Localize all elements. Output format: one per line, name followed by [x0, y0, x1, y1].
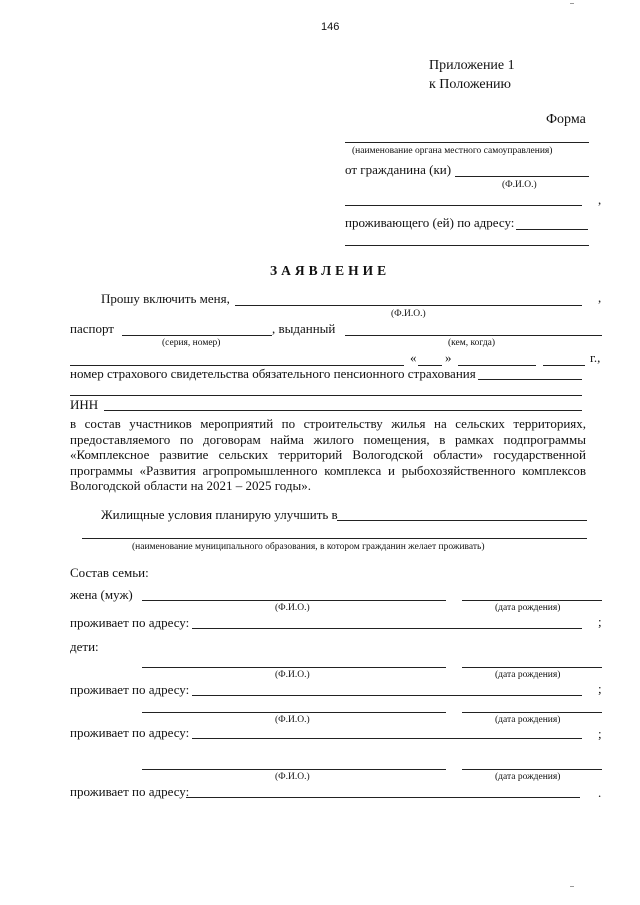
- child2-birth-field[interactable]: [462, 712, 602, 713]
- child3-address-label: проживает по адресу:: [70, 784, 190, 799]
- program-paragraph: в состав участников мероприятий по строительству жилья на сельских территориях, предоставляемого по договорам найма жилого помещения, в рамках подпрограммы «Комплексное развитие сельских территорий Вологодской области» государственной программы «Развития агропромышленного комплекса и рыбохозяйственного комплексов Вологодской области на 2021 – 2025 годы».: [70, 416, 586, 493]
- comma: ,: [598, 192, 602, 207]
- include-me-label: Прошу включить меня,: [101, 291, 230, 306]
- period: .: [598, 785, 602, 800]
- child2-fio-hint: (Ф.И.О.): [275, 715, 310, 725]
- insurance-number-field[interactable]: [478, 379, 582, 380]
- spouse-birth-field[interactable]: [462, 600, 602, 601]
- spouse-label: жена (муж): [70, 587, 133, 602]
- insurance-label: номер страхового свидетельства обязательного пенсионного страхования: [70, 366, 476, 381]
- organ-name-hint: (наименование органа местного самоуправления): [352, 146, 553, 156]
- semicolon: ;: [598, 614, 602, 629]
- municipality-field[interactable]: [337, 520, 587, 521]
- citizen-address-field-2[interactable]: [345, 245, 589, 246]
- child1-address-field[interactable]: [192, 695, 582, 696]
- child3-fio-hint: (Ф.И.О.): [275, 772, 310, 782]
- passport-series-hint: (серия, номер): [162, 338, 221, 348]
- child2-address-label: проживает по адресу:: [70, 725, 190, 740]
- form-label: Форма: [546, 112, 586, 127]
- insurance-number-field-2[interactable]: [70, 395, 582, 396]
- scan-mark: [570, 886, 574, 887]
- applicant-name-field[interactable]: [235, 305, 582, 306]
- municipality-field-2[interactable]: [82, 538, 587, 539]
- citizen-name-field-2[interactable]: [345, 205, 582, 206]
- residing-label: проживающего (ей) по адресу:: [345, 215, 515, 230]
- organ-name-field[interactable]: [345, 142, 589, 143]
- child3-address-field[interactable]: [186, 797, 580, 798]
- document-title: ЗАЯВЛЕНИЕ: [270, 263, 391, 278]
- inn-label: ИНН: [70, 397, 99, 412]
- child1-birth-hint: (дата рождения): [495, 670, 561, 680]
- year-suffix: г.,: [590, 350, 601, 365]
- spouse-address-field[interactable]: [192, 628, 582, 629]
- semicolon: ;: [598, 681, 602, 696]
- child2-birth-hint: (дата рождения): [495, 715, 561, 725]
- child3-birth-hint: (дата рождения): [495, 772, 561, 782]
- spouse-address-label: проживает по адресу:: [70, 615, 190, 630]
- child1-name-field[interactable]: [142, 667, 446, 668]
- municipality-hint: (наименование муниципального образования, в котором гражданин желает проживать): [132, 542, 485, 552]
- citizen-fio-hint: (Ф.И.О.): [502, 180, 537, 190]
- page-number: 146: [321, 21, 340, 33]
- quote-close: »: [445, 350, 452, 365]
- child3-birth-field[interactable]: [462, 769, 602, 770]
- child1-birth-field[interactable]: [462, 667, 602, 668]
- issue-year-field[interactable]: [543, 365, 585, 366]
- regulation-label: к Положению: [429, 77, 512, 92]
- from-citizen-label: от гражданина (ки): [345, 162, 452, 177]
- inn-field[interactable]: [104, 410, 582, 411]
- scan-mark: [570, 3, 574, 4]
- passport-series-field[interactable]: [122, 335, 272, 336]
- family-title: Состав семьи:: [70, 565, 149, 580]
- issued-label: , выданный: [272, 321, 336, 336]
- child2-address-field[interactable]: [192, 738, 582, 739]
- citizen-name-field[interactable]: [455, 176, 589, 177]
- appendix-label: Приложение 1: [429, 58, 515, 73]
- passport-issued-hint: (кем, когда): [448, 338, 496, 348]
- citizen-address-field[interactable]: [516, 229, 588, 230]
- passport-issued-field[interactable]: [345, 335, 602, 336]
- spouse-birth-hint: (дата рождения): [495, 603, 561, 613]
- child2-name-field[interactable]: [142, 712, 446, 713]
- child1-fio-hint: (Ф.И.О.): [275, 670, 310, 680]
- housing-label: Жилищные условия планирую улучшить в: [101, 507, 338, 522]
- children-label: дети:: [70, 639, 99, 654]
- semicolon: ;: [598, 726, 602, 741]
- quote-open: «: [410, 350, 417, 365]
- applicant-fio-hint: (Ф.И.О.): [391, 309, 426, 319]
- child1-address-label: проживает по адресу:: [70, 682, 190, 697]
- spouse-name-field[interactable]: [142, 600, 446, 601]
- spouse-fio-hint: (Ф.И.О.): [275, 603, 310, 613]
- comma: ,: [598, 290, 602, 305]
- child3-name-field[interactable]: [142, 769, 446, 770]
- passport-label: паспорт: [70, 321, 114, 336]
